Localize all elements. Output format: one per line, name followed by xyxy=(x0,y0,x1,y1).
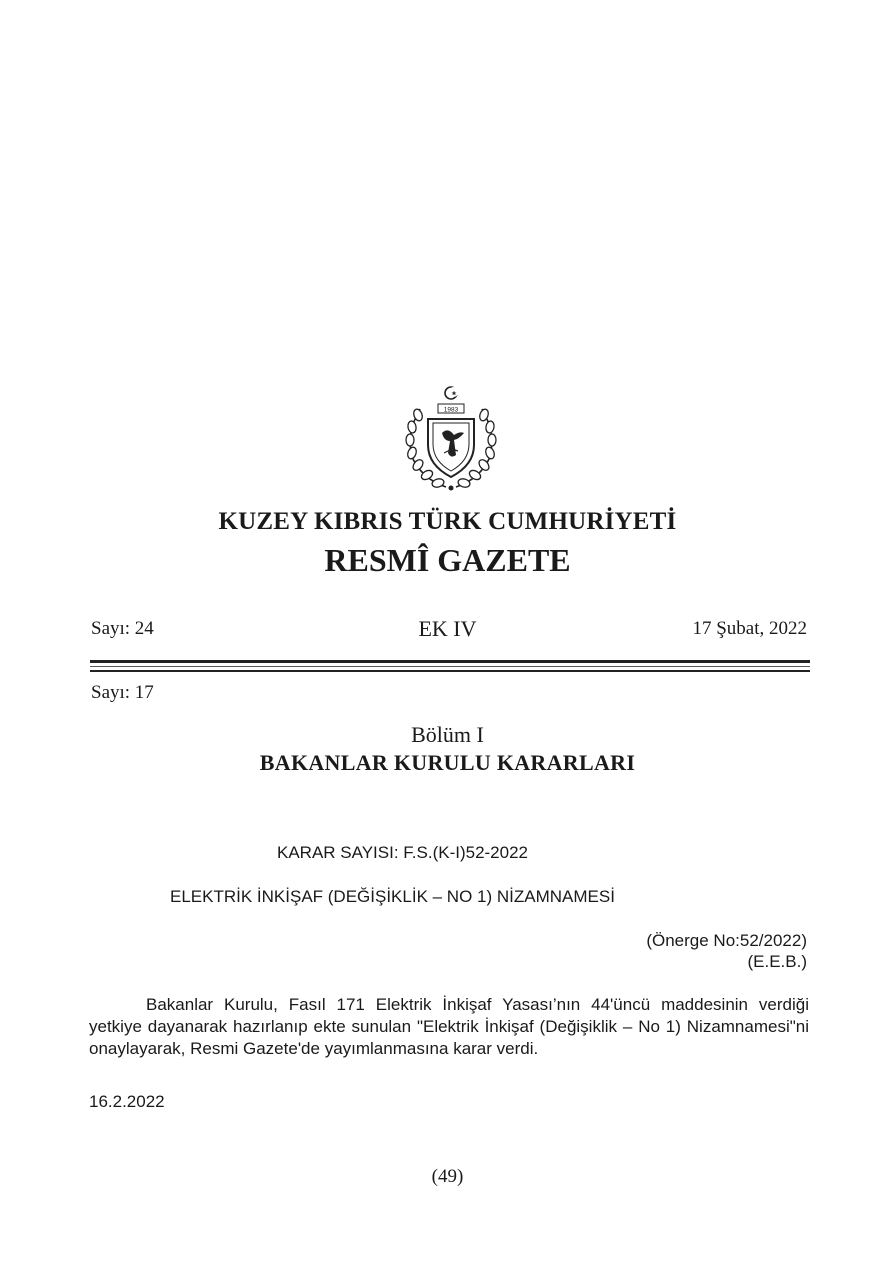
supplement-label: EK IV xyxy=(418,616,477,641)
decision-date: 16.2.2022 xyxy=(89,1092,165,1111)
publication-date: 17 Şubat, 2022 xyxy=(692,618,807,639)
emblem-year: 1983 xyxy=(443,406,459,414)
header-divider-thick xyxy=(90,660,810,663)
notice-number: Sayı: 17 xyxy=(91,682,154,703)
country-name: KUZEY KIBRIS TÜRK CUMHURİYETİ xyxy=(218,508,677,535)
gazette-title: RESMÎ GAZETE xyxy=(324,542,571,578)
state-emblem xyxy=(398,383,504,495)
ministry-code: (E.E.B.) xyxy=(747,952,807,971)
page-number: (49) xyxy=(431,1166,464,1187)
decision-body: Bakanlar Kurulu, Fasıl 171 Elektrik İnkişaf Yasası’nın 44'üncü maddesinin verdiği yetkiye dayanarak hazırlanıp ekte sunulan "Elektrik İnkişaf (Değişiklik – No 1) Nizamnamesi"ni onaylayarak, Resmi Gazete'de yayımlanmasına karar verdi. xyxy=(89,995,809,1058)
proposal-number: (Önerge No:52/2022) xyxy=(646,931,807,950)
decision-number: KARAR SAYISI: F.S.(K-I)52-2022 xyxy=(277,843,528,862)
regulation-title: ELEKTRİK İNKİŞAF (DEĞİŞİKLİK – NO 1) NİZAMNAMESİ xyxy=(170,887,615,906)
proposal-block xyxy=(646,930,807,972)
header-divider-thin xyxy=(90,666,810,667)
header-divider-bottom xyxy=(90,670,810,672)
issue-number: Sayı: 24 xyxy=(91,618,154,639)
emblem-icon xyxy=(398,383,504,495)
section-title: BAKANLAR KURULU KARARLARI xyxy=(259,750,636,775)
section-part: Bölüm I xyxy=(411,722,484,747)
